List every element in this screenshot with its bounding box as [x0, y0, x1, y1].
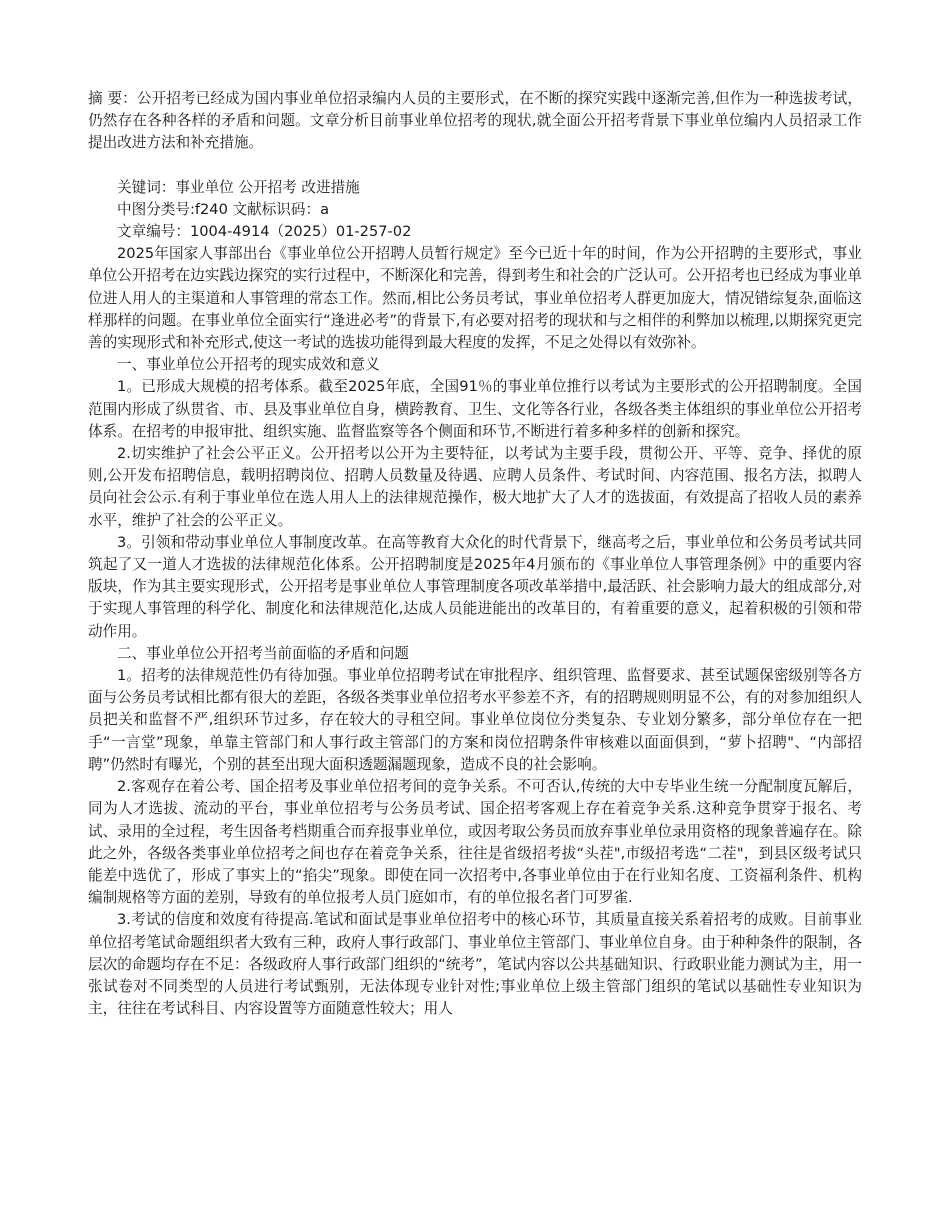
body-paragraph: 1。已形成大规模的招考体系。截至2025年底，全国91％的事业单位推行以考试为主要形式的公开招聘制度。全国范围内形成了纵贯省、市、县及事业单位自身，横跨教育、卫生、文化等各行业，各级各类主体组织的事业单位公开招考体系。在招考的申报审批、组织实施、监督监察等各个侧面和环节,不断进行着多种多样的创新和探究。 — [88, 378, 862, 440]
keywords: 关键词：事业单位 公开招考 改进措施 — [117, 178, 360, 196]
section-heading: 二、事业单位公开招考当前面临的矛盾和问题 — [117, 644, 409, 662]
body-paragraph: 1。招考的法律规范性仍有待加强。事业单位招聘考试在审批程序、组织管理、监督要求、甚至试题保密级别等各方面与公务员考试相比都有很大的差距，各级各类事业单位招考水平参差不齐，有的招聘规则明显不公，有的对参加组织人员把关和监督不严,组织环节过多，存在较大的寻租空间。事业单位岗位分类复杂、专业划分繁多，部分单位存在一把手“一言堂”现象，单靠主管部门和人事行政主管部门的方案和岗位招聘条件审核难以面面俱到，“萝卜招聘"、“内部招聘”仍然时有曝光，个别的甚至出现大面积透题漏题现象，造成不良的社会影响。 — [88, 667, 862, 773]
article-number: 文章编号：1004-4914（2025）01-257-02 — [117, 223, 412, 241]
body-paragraph: 3。引领和带动事业单位人事制度改革。在高等教育大众化的时代背景下，继高考之后，事业单位和公务员考试共同筑起了又一道人才选拔的法律规范化体系。公开招聘制度是2025年4月颁布的《事业单位人事管理条例》中的重要内容版块，作为其主要实现形式，公开招考是事业单位人事管理制度各项改革举措中,最活跃、社会影响力最大的组成部分,对于实现人事管理的科学化、制度化和法律规范化,达成人员能进能出的改革目的，有着重要的意义，起着积极的引领和带动作用。 — [88, 533, 862, 640]
classification-number: 中图分类号:f240 文献标识码：a — [117, 200, 330, 218]
body-paragraph: 2.客观存在着公考、国企招考及事业单位招考间的竞争关系。不可否认,传统的大中专毕业生统一分配制度瓦解后，同为人才选拔、流动的平台，事业单位招考与公务员考试、国企招考客观上存在着竞争关系.这种竞争贯穿于报名、考试、录用的全过程，考生因备考档期重合而弃报事业单位，或因考取公务员而放弃事业单位录用资格的现象普遍存在。除此之外，各级各类事业单位招考之间也存在着竞争关系，往往是省级招考拔“头茬",市级招考选“二茬"，到县区级考试只能差中选优了，形成了事实上的“掐尖”现象。即使在同一次招考中,各事业单位由于在行业知名度、工资福利条件、机构编制规格等方面的差别，导致有的单位报考人员门庭如市，有的单位报名者门可罗雀. — [88, 778, 862, 907]
intro-paragraph: 2025年国家人事部出台《事业单位公开招聘人员暂行规定》至今已近十年的时间，作为公开招聘的主要形式，事业单位公开招考在边实践边探究的实行过程中，不断深化和完善，得到考生和社会的广泛认可。公开招考也已经成为事业单位进人用人的主渠道和人事管理的常态工作。然而,相比公务员考试，事业单位招考人群更加庞大，情况错综复杂,面临这样那样的问题。在事业单位全面实行“逢进必考”的背景下,有必要对招考的现状和与之相伴的利弊加以梳理,以期探究更完善的实现形式和补充形式,使这一考试的选拔功能得到最大程度的发挥，不足之处得以有效弥补。 — [88, 245, 862, 352]
body-paragraph: 2.切实维护了社会公平正义。公开招考以公开为主要特征，以考试为主要手段，贯彻公开、平等、竞争、择优的原则,公开发布招聘信息，载明招聘岗位、招聘人员数量及待遇、应聘人员条件、考试时间、内容范围、报名方法，拟聘人员向社会公示.有利于事业单位在选人用人上的法律规范操作，极大地扩大了人才的选拔面，有效提高了招收人员的素养水平，维护了社会的公平正义。 — [88, 445, 862, 529]
section-heading: 一、事业单位公开招考的现实成效和意义 — [117, 356, 380, 374]
abstract: 摘 要：公开招考已经成为国内事业单位招录编内人员的主要形式，在不断的探究实践中逐渐完善,但作为一种选拔考试，仍然存在各种各样的矛盾和问题。文章分析目前事业单位招考的现状,就全面公开招考背景下事业单位编内人员招录工作提出改进方法和补充措施。 — [88, 90, 862, 152]
body-paragraph: 3.考试的信度和效度有待提高.笔试和面试是事业单位招考中的核心环节，其质量直接关系着招考的成败。目前事业单位招考笔试命题组织者大致有三种，政府人事行政部门、事业单位主管部门、事业单位自身。由于种种条件的限制，各层次的命题均存在不足：各级政府人事行政部门组织的“统考”，笔试内容以公共基础知识、行政职业能力测试为主，用一张试卷对不同类型的人员进行考试甄别，无法体现专业针对性;事业单位上级主管部门组织的笔试以基础性专业知识为主，往往在考试科目、内容设置等方面随意性较大；用人 — [88, 911, 863, 1018]
